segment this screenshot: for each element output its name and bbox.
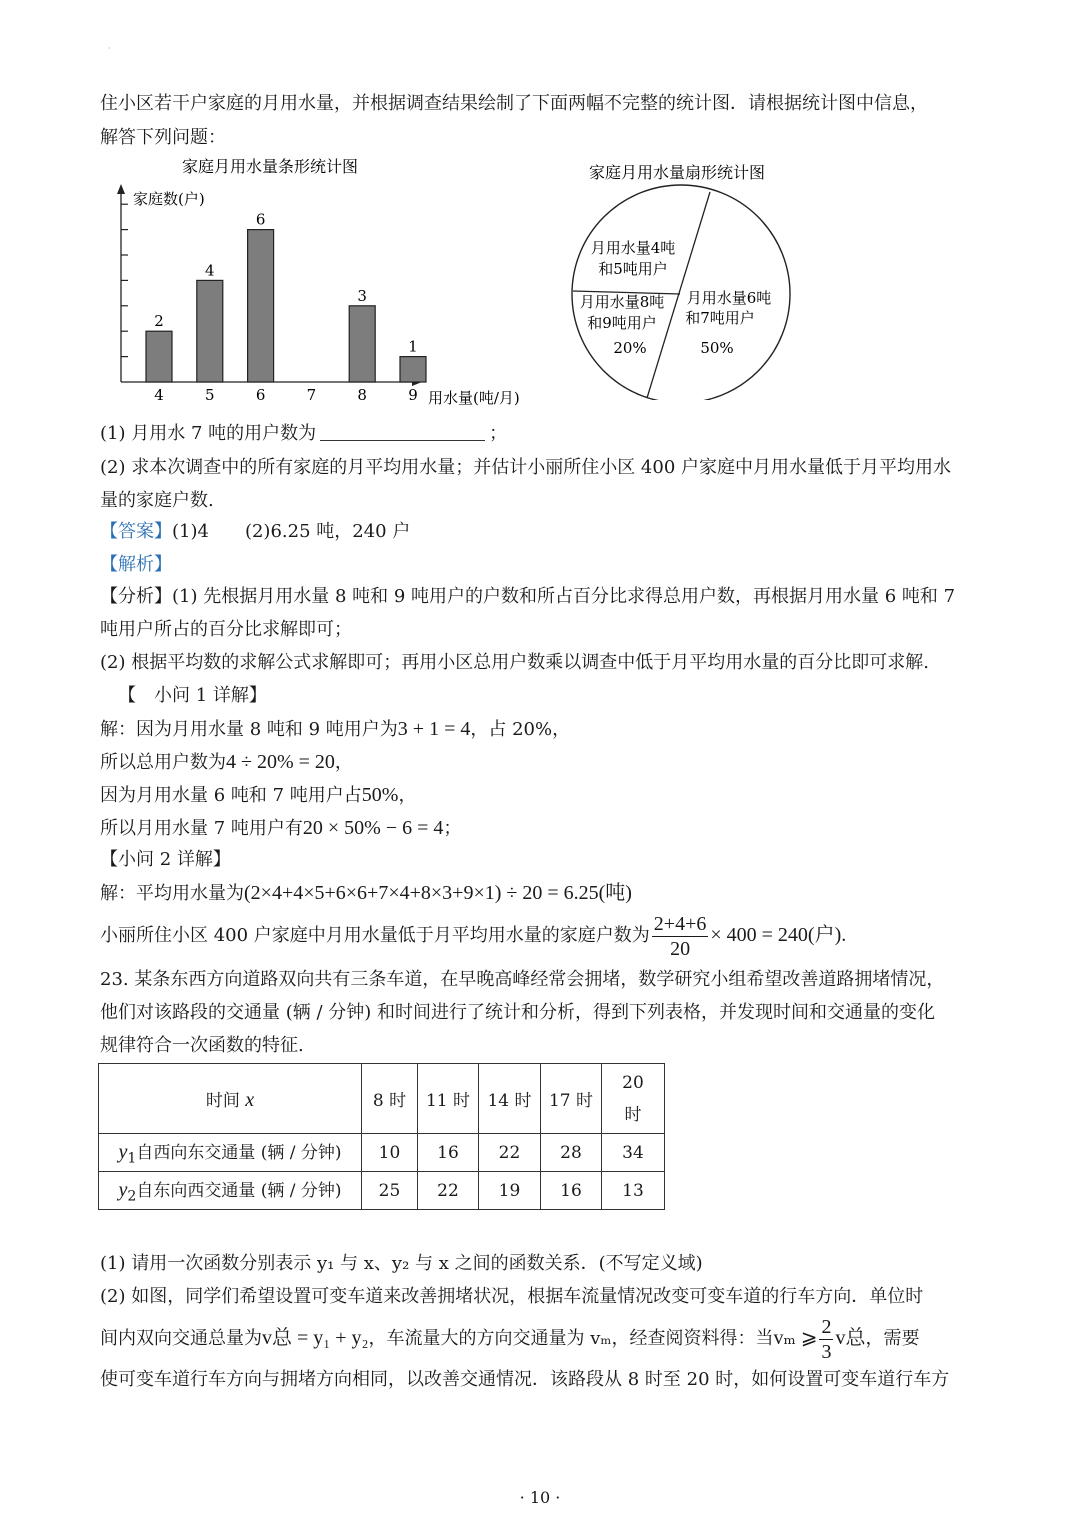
table-header-row bbox=[99, 1064, 665, 1134]
table-cell: 19 bbox=[479, 1172, 541, 1210]
q23-text: 间内双向交通总量为 bbox=[100, 1328, 262, 1349]
table-cell: 16 bbox=[418, 1134, 479, 1172]
fenxi-line-2: 吨用户所占的百分比求解即可； bbox=[100, 619, 352, 640]
question-1-suffix: ； bbox=[489, 423, 508, 444]
solution-text: ， bbox=[334, 752, 353, 773]
scan-dot: · bbox=[108, 44, 111, 53]
solution-text: 小丽所住小区 400 户家庭中月用水量低于月平均用水量的家庭户数为 bbox=[100, 925, 650, 946]
analysis-tag: 【解析】 bbox=[100, 554, 172, 575]
table-header-cell: 8 时 bbox=[362, 1064, 418, 1134]
math-expression: 20 × 50% − 6 = 4 bbox=[302, 817, 444, 839]
part-1-line-2 bbox=[100, 749, 353, 776]
solution-text: ，占 20%， bbox=[470, 719, 571, 740]
part-2-line-2 bbox=[100, 910, 846, 961]
table-header-cell: 17 时 bbox=[541, 1064, 602, 1134]
bar bbox=[349, 306, 375, 382]
traffic-table bbox=[98, 1063, 665, 1210]
bar-chart bbox=[100, 150, 560, 412]
bar bbox=[146, 331, 172, 382]
q23-part-1: (1) 请用一次函数分别表示 y₁ 与 x、y₂ 与 x 之间的函数关系．(不写定义域) bbox=[100, 1253, 703, 1274]
answer-blank bbox=[320, 422, 485, 441]
part-1-line-4 bbox=[100, 815, 461, 842]
question-2-line-2: 量的家庭户数. bbox=[100, 490, 214, 511]
part-1-line-1 bbox=[100, 716, 570, 743]
bar bbox=[248, 230, 274, 382]
question-2-line-1: (2) 求本次调查中的所有家庭的月平均用水量；并估计小丽所住小区 400 户家庭中月用水量低于月平均用水 bbox=[100, 457, 952, 478]
pie-slice-label: 月用水量4吨 bbox=[590, 239, 676, 257]
solution-text: ； bbox=[443, 818, 462, 839]
y-axis-label: 家庭数(户) bbox=[133, 190, 205, 208]
bar-chart-title: 家庭月用水量条形统计图 bbox=[181, 157, 359, 176]
math-expression: v总 = y₁ + y₂ bbox=[262, 1327, 369, 1349]
table-header-cell: 14 时 bbox=[479, 1064, 541, 1134]
x-tick-label: 8 bbox=[357, 386, 367, 404]
q23-part-2-line-2 bbox=[100, 1313, 919, 1364]
math-expression: 50% bbox=[361, 784, 399, 806]
pie-chart bbox=[560, 155, 820, 400]
x-tick-label: 7 bbox=[306, 386, 317, 404]
table-header-cell bbox=[99, 1064, 362, 1134]
answer-tag: 【答案】 bbox=[100, 521, 172, 542]
y-axis-arrow bbox=[117, 184, 125, 194]
math-expression: vₘ ⩾ bbox=[773, 1327, 818, 1349]
table-header-time: 20 bbox=[622, 1072, 644, 1093]
q23-line-2: 他们对该路段的交通量 (辆 / 分钟) 和时间进行了统计和分析，得到下列表格，并发现时间和交通量的变化 bbox=[100, 1002, 935, 1023]
table-header-cell: 11 时 bbox=[418, 1064, 479, 1134]
part-2-line-1 bbox=[100, 880, 632, 907]
row-label: 自西向东交通量 (辆 / 分钟) bbox=[136, 1143, 342, 1164]
table-row bbox=[99, 1172, 665, 1210]
table-row-label bbox=[99, 1172, 362, 1210]
bar-value-label: 2 bbox=[154, 312, 164, 331]
fraction bbox=[652, 912, 709, 961]
q23-part-2-line-1: (2) 如图，同学们希望设置可变车道来改善拥堵状况，根据车流量情况改变可变车道的行车方向．单位时 bbox=[100, 1286, 924, 1307]
row-label: 自东向西交通量 (辆 / 分钟) bbox=[136, 1181, 342, 1202]
table-cell: 16 bbox=[541, 1172, 602, 1210]
solution-text: 因为月用水量 6 吨和 7 吨用户占 bbox=[100, 785, 362, 806]
table-cell: 28 bbox=[541, 1134, 602, 1172]
bar-value-label: 4 bbox=[205, 261, 215, 280]
pie-slice-percent: 20% bbox=[613, 339, 647, 357]
question-1-text: (1) 月用水 7 吨的用户数为 bbox=[100, 423, 317, 444]
table-cell: 10 bbox=[362, 1134, 418, 1172]
pie-slice-label: 月用水量6吨 bbox=[686, 289, 772, 307]
q23-part-2-line-3: 使可变车道行车方向与拥堵方向相同，以改善交通情况．该路段从 8 时至 20 时，如何设置可变车道行车方 bbox=[100, 1369, 950, 1390]
pie-slice-label: 和7吨用户 bbox=[685, 309, 755, 327]
row-var: y bbox=[118, 1141, 128, 1164]
x-axis-label: 用水量(吨/月) bbox=[428, 389, 520, 407]
q23-text: ，需要 bbox=[865, 1328, 920, 1349]
table-cell: 34 bbox=[602, 1134, 665, 1172]
table-header-cell bbox=[602, 1064, 665, 1134]
question-1 bbox=[100, 421, 507, 447]
math-expression: 4 ÷ 20% = 20 bbox=[226, 751, 335, 773]
pie-slice-percent: 50% bbox=[700, 339, 734, 357]
table-header-var: x bbox=[245, 1088, 255, 1111]
part-2-heading: 【小问 2 详解】 bbox=[100, 849, 231, 870]
intro-line-1: 住小区若干户家庭的月用水量，并根据调查结果绘制了下面两幅不完整的统计图．请根据统计图中信息， bbox=[100, 93, 928, 114]
math-expression: 3 + 1 = 4 bbox=[397, 718, 471, 740]
table-cell: 22 bbox=[418, 1172, 479, 1210]
table-cell: 25 bbox=[362, 1172, 418, 1210]
x-tick-label: 6 bbox=[255, 386, 266, 404]
bar-value-label: 6 bbox=[255, 210, 266, 229]
fenxi-line-3: (2) 根据平均数的求解公式求解即可；再用小区总用户数乘以调查中低于月平均用水量的百分比即可求解. bbox=[100, 652, 929, 673]
fraction-numerator: 2 bbox=[821, 1315, 832, 1338]
q23-line-3: 规律符合一次函数的特征. bbox=[100, 1035, 304, 1056]
x-tick-label: 9 bbox=[408, 386, 418, 404]
pie-chart-title: 家庭月用水量扇形统计图 bbox=[588, 163, 766, 182]
fraction bbox=[819, 1315, 833, 1364]
intro-line-2: 解答下列问题： bbox=[100, 127, 226, 148]
pie-slice-label: 和5吨用户 bbox=[598, 260, 668, 278]
row-var-sub: 1 bbox=[127, 1150, 137, 1167]
solution-text: 所以总用户数为 bbox=[100, 752, 226, 773]
q23-text: ，车流量大的方向交通量为 vₘ，经查阅资料得：当 bbox=[368, 1328, 774, 1349]
fraction-denominator: 3 bbox=[821, 1340, 832, 1363]
part-1-heading: 【 小问 1 详解】 bbox=[118, 685, 267, 706]
x-tick-label: 5 bbox=[205, 386, 215, 404]
pie-slice-label: 和9吨用户 bbox=[587, 314, 657, 332]
q23-line-1: 23. 某条东西方向道路双向共有三条车道，在早晚高峰经常会拥堵，数学研究小组希望改善道路拥堵情况， bbox=[100, 969, 945, 990]
math-expression: (2×4+4×5+6×6+7×4+8×3+9×1) ÷ 20 = 6.25(吨) bbox=[244, 882, 632, 904]
bar-value-label: 1 bbox=[408, 337, 418, 356]
fraction-denominator: 20 bbox=[670, 937, 691, 960]
row-var: y bbox=[118, 1179, 128, 1202]
row-var-sub: 2 bbox=[127, 1188, 137, 1205]
math-expression: v总 bbox=[835, 1327, 866, 1349]
fenxi-line-1: 【分析】(1) 先根据月用水量 8 吨和 9 吨用户的户数和所占百分比求得总用户数，再根据月用水量 6 吨和 7 bbox=[100, 586, 956, 607]
bar-value-label: 3 bbox=[357, 286, 367, 305]
table-header-label: 时间 bbox=[205, 1090, 240, 1111]
page-number: · 10 · bbox=[519, 1488, 561, 1507]
answer-line bbox=[100, 519, 410, 545]
solution-text: 解：因为月用水量 8 吨和 9 吨用户为 bbox=[100, 719, 398, 740]
pie-slice-label: 月用水量8吨 bbox=[579, 293, 665, 311]
math-expression: × 400 = 240(户). bbox=[710, 924, 847, 946]
table-row bbox=[99, 1134, 665, 1172]
bar bbox=[400, 357, 426, 382]
solution-text: 所以月用水量 7 吨用户有 bbox=[100, 818, 303, 839]
solution-text: 解：平均用水量为 bbox=[100, 883, 244, 904]
table-cell: 13 bbox=[602, 1172, 665, 1210]
table-row-label bbox=[99, 1134, 362, 1172]
table-header-time: 时 bbox=[624, 1104, 642, 1125]
x-tick-label: 4 bbox=[154, 386, 164, 404]
fraction-numerator: 2+4+6 bbox=[653, 912, 707, 935]
answer-text: (1)4 (2)6.25 吨，240 户 bbox=[172, 521, 411, 542]
table-cell: 22 bbox=[479, 1134, 541, 1172]
solution-text: ， bbox=[398, 785, 417, 806]
bar bbox=[197, 280, 223, 382]
part-1-line-3 bbox=[100, 782, 416, 809]
